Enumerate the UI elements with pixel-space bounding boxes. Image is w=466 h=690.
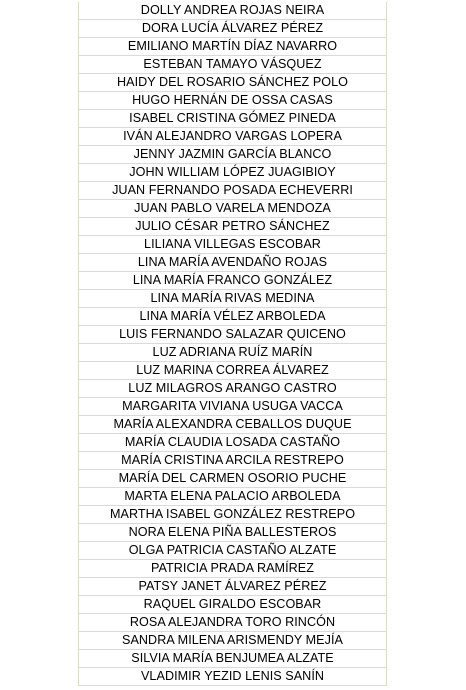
table-row (79, 2, 387, 20)
name-cell: JUAN FERNANDO POSADA ECHEVERRI (79, 182, 387, 200)
name-cell: HUGO HERNÁN DE OSSA CASAS (79, 92, 387, 110)
table-row (79, 398, 387, 416)
table-row (79, 470, 387, 488)
name-cell: DORA LUCÍA ÁLVAREZ PÉREZ (79, 20, 387, 38)
table-row (79, 200, 387, 218)
table-row (79, 524, 387, 542)
table-row (79, 56, 387, 74)
name-cell: HAIDY DEL ROSARIO SÁNCHEZ POLO (79, 74, 387, 92)
table-row (79, 614, 387, 632)
table-row (79, 146, 387, 164)
name-cell: ROSA ALEJANDRA TORO RINCÓN (79, 614, 387, 632)
table-row (79, 38, 387, 56)
name-cell: LINA MARÍA VÉLEZ ARBOLEDA (79, 308, 387, 326)
table-row (79, 452, 387, 470)
table-row (79, 650, 387, 668)
name-cell: OLGA PATRICIA CASTAÑO ALZATE (79, 542, 387, 560)
name-cell: RAQUEL GIRALDO ESCOBAR (79, 596, 387, 614)
name-cell: PATSY JANET ÁLVAREZ PÉREZ (79, 578, 387, 596)
table-row (79, 272, 387, 290)
table-row (79, 236, 387, 254)
table-row (79, 290, 387, 308)
name-cell: MARÍA DEL CARMEN OSORIO PUCHE (79, 470, 387, 488)
name-cell: PATRICIA PRADA RAMÍREZ (79, 560, 387, 578)
name-cell: SANDRA MILENA ARISMENDY MEJÍA (79, 632, 387, 650)
name-cell: MARÍA ALEXANDRA CEBALLOS DUQUE (79, 416, 387, 434)
name-cell: JENNY JAZMIN GARCÍA BLANCO (79, 146, 387, 164)
name-cell: MARTHA ISABEL GONZÁLEZ RESTREPO (79, 506, 387, 524)
table-row (79, 110, 387, 128)
name-cell: IVÁN ALEJANDRO VARGAS LOPERA (79, 128, 387, 146)
table-row (79, 542, 387, 560)
table-row (79, 92, 387, 110)
name-cell: EMILIANO MARTÍN DÍAZ NAVARRO (79, 38, 387, 56)
name-cell: LUIS FERNANDO SALAZAR QUICENO (79, 326, 387, 344)
name-cell: NORA ELENA PIÑA BALLESTEROS (79, 524, 387, 542)
table-row (79, 560, 387, 578)
name-cell: SILVIA MARÍA BENJUMEA ALZATE (79, 650, 387, 668)
names-table (78, 2, 387, 686)
table-row (79, 362, 387, 380)
name-cell: MARGARITA VIVIANA USUGA VACCA (79, 398, 387, 416)
name-cell: JUAN PABLO VARELA MENDOZA (79, 200, 387, 218)
name-cell: LINA MARÍA RIVAS MEDINA (79, 290, 387, 308)
table-row (79, 164, 387, 182)
table-row (79, 218, 387, 236)
table-row (79, 668, 387, 686)
table-row (79, 74, 387, 92)
table-row (79, 416, 387, 434)
name-cell: DOLLY ANDREA ROJAS NEIRA (79, 2, 387, 20)
name-cell: JULIO CÉSAR PETRO SÁNCHEZ (79, 218, 387, 236)
table-row (79, 596, 387, 614)
name-cell: VLADIMIR YEZID LENIS SANÍN (79, 668, 387, 686)
table-row (79, 380, 387, 398)
table-row (79, 632, 387, 650)
table-row (79, 20, 387, 38)
name-cell: LUZ ADRIANA RUÍZ MARÍN (79, 344, 387, 362)
table-row (79, 344, 387, 362)
table-row (79, 308, 387, 326)
name-cell: MARÍA CRISTINA ARCILA RESTREPO (79, 452, 387, 470)
table-row (79, 182, 387, 200)
name-cell: LILIANA VILLEGAS ESCOBAR (79, 236, 387, 254)
name-cell: MARTA ELENA PALACIO ARBOLEDA (79, 488, 387, 506)
names-table-body (79, 2, 387, 686)
name-cell: LUZ MILAGROS ARANGO CASTRO (79, 380, 387, 398)
name-cell: ESTEBAN TAMAYO VÁSQUEZ (79, 56, 387, 74)
table-row (79, 254, 387, 272)
table-row (79, 434, 387, 452)
name-cell: LINA MARÍA FRANCO GONZÁLEZ (79, 272, 387, 290)
name-cell: LUZ MARINA CORREA ÁLVAREZ (79, 362, 387, 380)
table-row (79, 326, 387, 344)
name-cell: LINA MARÍA AVENDAÑO ROJAS (79, 254, 387, 272)
table-row (79, 506, 387, 524)
table-row (79, 578, 387, 596)
table-row (79, 488, 387, 506)
name-cell: JOHN WILLIAM LÓPEZ JUAGIBIOY (79, 164, 387, 182)
name-cell: MARÍA CLAUDIA LOSADA CASTAÑO (79, 434, 387, 452)
table-row (79, 128, 387, 146)
name-cell: ISABEL CRISTINA GÓMEZ PINEDA (79, 110, 387, 128)
